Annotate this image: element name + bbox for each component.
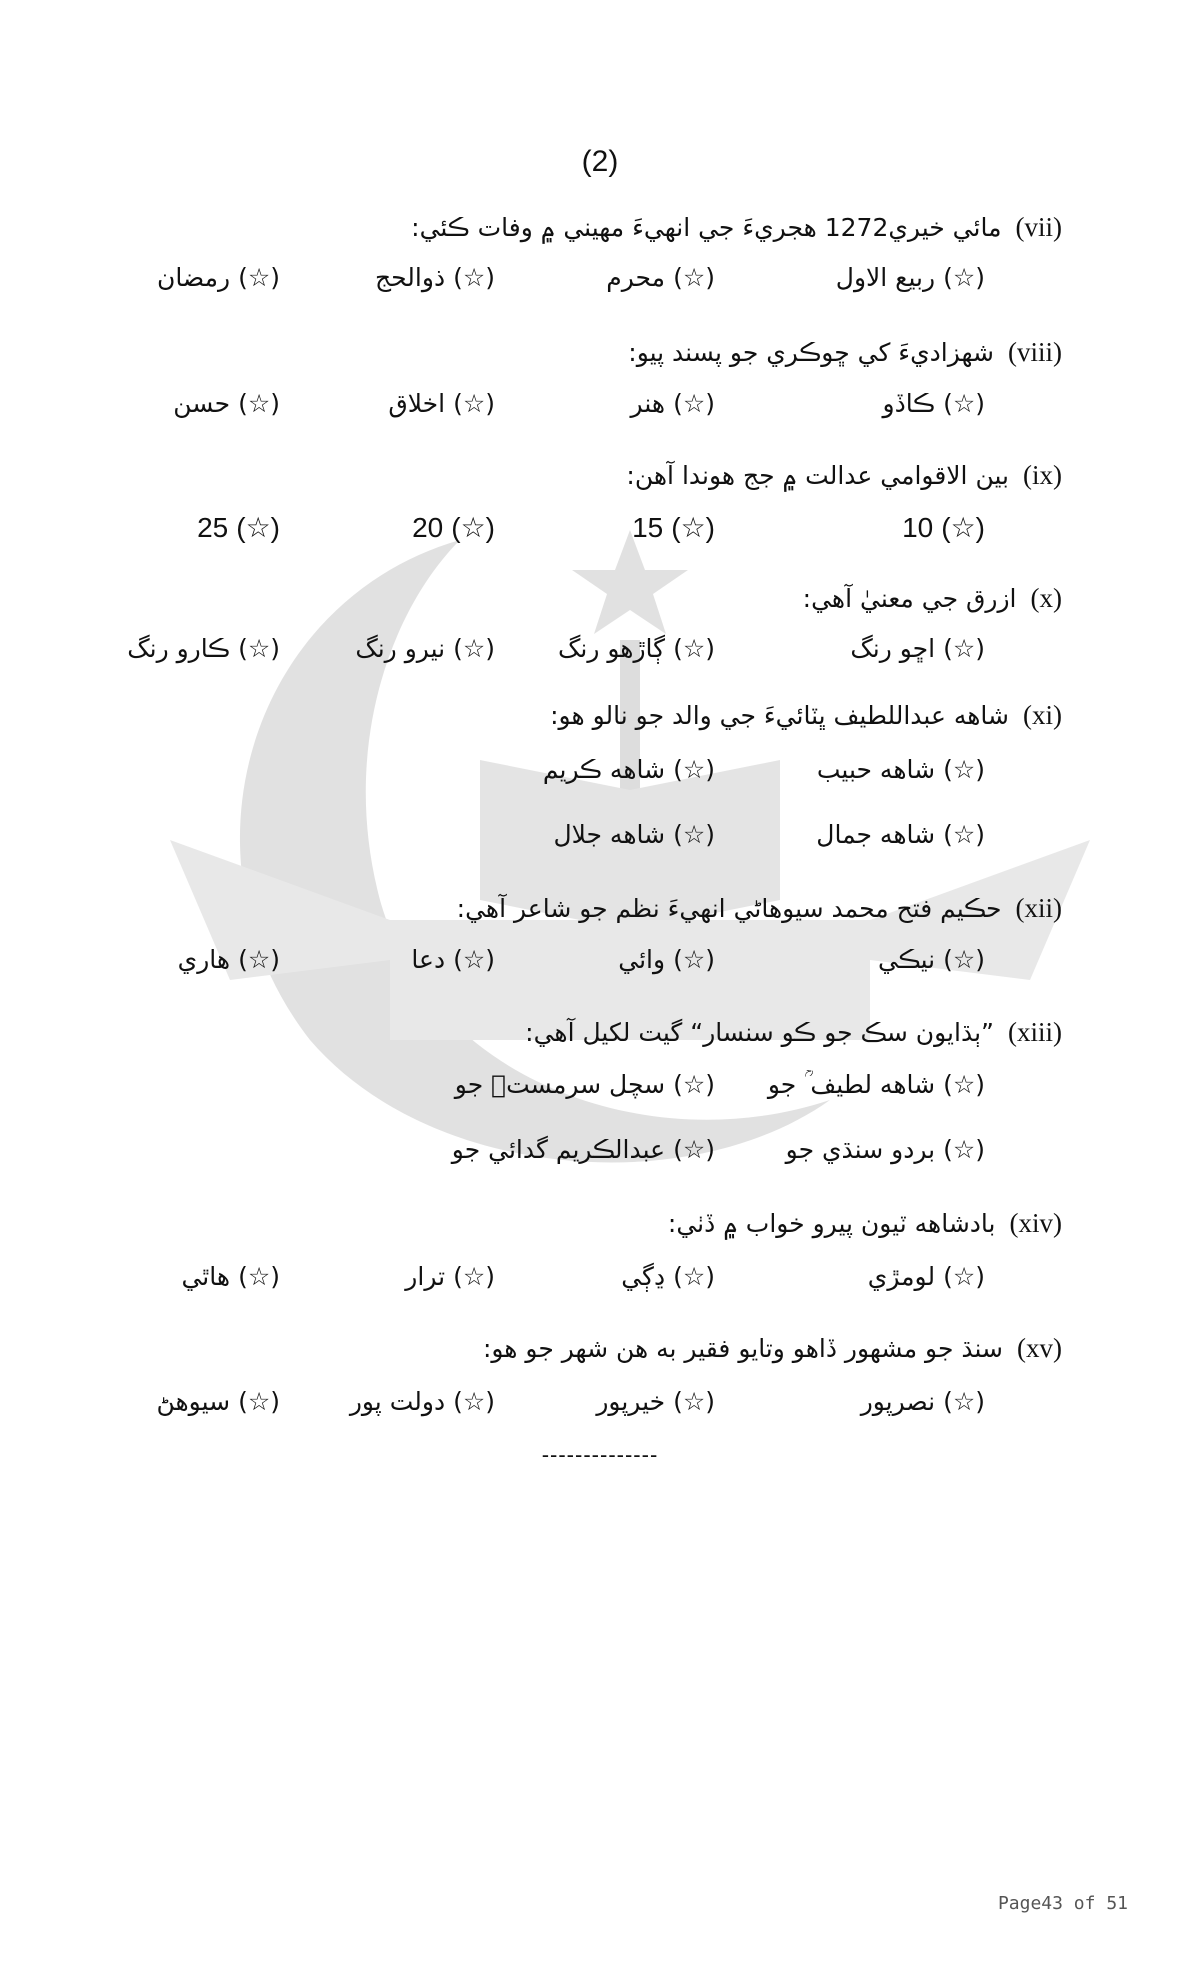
question-xi bbox=[550, 700, 1062, 731]
option: (☆)نيڪي bbox=[878, 945, 985, 974]
option: (☆)نيرو رنگ bbox=[355, 634, 495, 663]
question-number: (xiii) bbox=[1007, 1017, 1062, 1047]
option: (☆)10 bbox=[902, 512, 985, 543]
option: (☆)نصرپور bbox=[860, 1387, 985, 1416]
option: (☆)ترار bbox=[405, 1262, 495, 1291]
question-ix bbox=[626, 460, 1062, 491]
question-number: (x) bbox=[1030, 583, 1062, 613]
question-text: مائي خيري1272 هجريءَ جي انهيءَ مهيني ۾ وفات ڪئي: bbox=[411, 213, 1002, 242]
option: (☆)محرم bbox=[606, 263, 715, 292]
option: (☆)خيرپور bbox=[596, 1387, 715, 1416]
question-text: بادشاهه ٽيون پيرو خواب ۾ ڏٺي: bbox=[667, 1209, 996, 1238]
question-number: (viii) bbox=[1007, 337, 1062, 367]
option: (☆)لومڙي bbox=[867, 1262, 985, 1291]
question-text: بين الاقوامي عدالت ۾ جج هوندا آهن: bbox=[626, 461, 1009, 490]
option: (☆)ربيع الاول bbox=[835, 263, 985, 292]
page-footer: Page43 of 51 bbox=[997, 1893, 1128, 1914]
option: (☆)وائي bbox=[618, 945, 715, 974]
question-number: (ix) bbox=[1022, 460, 1062, 490]
option: (☆)شاهه جلال bbox=[553, 820, 715, 849]
option: (☆)سيوهڻ bbox=[156, 1387, 280, 1416]
option: (☆)رمضان bbox=[156, 263, 280, 292]
option: (☆)اڇو رنگ bbox=[850, 634, 985, 663]
question-xiii bbox=[525, 1017, 1062, 1048]
option: (☆)ڪاڏو bbox=[882, 389, 985, 418]
option: (☆)هاري bbox=[177, 945, 280, 974]
question-x bbox=[803, 583, 1062, 614]
question-text: حڪيم فتح محمد سيوهاڻي انهيءَ نظم جو شاعر آهي: bbox=[456, 894, 1002, 923]
question-text: شاهه عبداللطيف ڀٽائيءَ جي والد جو نالو هو: bbox=[550, 701, 1009, 730]
option: (☆)هاٿي bbox=[181, 1262, 280, 1291]
option: (☆)ڪارو رنگ bbox=[127, 634, 280, 663]
question-vii bbox=[411, 212, 1062, 243]
option: (☆)ڳاڙهو رنگ bbox=[558, 634, 715, 663]
question-number: (vii) bbox=[1015, 212, 1062, 242]
question-xiv bbox=[668, 1208, 1062, 1239]
option: (☆)حسن bbox=[173, 389, 280, 418]
option: (☆)25 bbox=[197, 512, 280, 543]
option: (☆)شاهه حبيب bbox=[816, 755, 985, 784]
option: (☆)عبدالڪريم گدائي جو bbox=[451, 1135, 715, 1164]
question-xii bbox=[457, 893, 1062, 924]
question-text: ازرق جي معنيٰ آهي: bbox=[802, 584, 1017, 613]
question-number: (xv) bbox=[1017, 1333, 1062, 1363]
option: (☆)سچل سرمستؒ جو bbox=[454, 1070, 715, 1099]
question-text: سنڌ جو مشهور ڏاهو وتايو فقير به هن شهر جو هو: bbox=[482, 1334, 1003, 1363]
option: (☆)20 bbox=[412, 512, 495, 543]
end-separator: -------------- bbox=[541, 1442, 659, 1467]
option: (☆)دعا bbox=[411, 945, 495, 974]
option: (☆)هنر bbox=[630, 389, 715, 418]
question-text: ”ٻڌايون سڪ جو ڪو سنسار“ گيت لکيل آهي: bbox=[525, 1018, 994, 1047]
question-number: (xii) bbox=[1015, 893, 1062, 923]
question-number: (xi) bbox=[1022, 700, 1062, 730]
option: (☆)15 bbox=[632, 512, 715, 543]
option: (☆)شاهه لطيف ؒ جو bbox=[767, 1070, 985, 1099]
option: (☆)اخلاق bbox=[388, 389, 495, 418]
option: (☆)شاهه ڪريم bbox=[542, 755, 715, 784]
question-text: شهزاديءَ کي ڇوڪري جو پسند پيو: bbox=[628, 338, 994, 367]
page-number: (2) bbox=[581, 145, 619, 178]
option: (☆)بردو سنڌي جو bbox=[785, 1135, 985, 1164]
question-viii bbox=[628, 337, 1062, 368]
option: (☆)شاهه جمال bbox=[816, 820, 985, 849]
question-number: (xiv) bbox=[1009, 1208, 1062, 1238]
option: (☆)ذوالحج bbox=[375, 263, 495, 292]
question-xv bbox=[483, 1333, 1062, 1364]
option: (☆)ڍڳي bbox=[621, 1262, 715, 1291]
option: (☆)دولت پور bbox=[349, 1387, 495, 1416]
